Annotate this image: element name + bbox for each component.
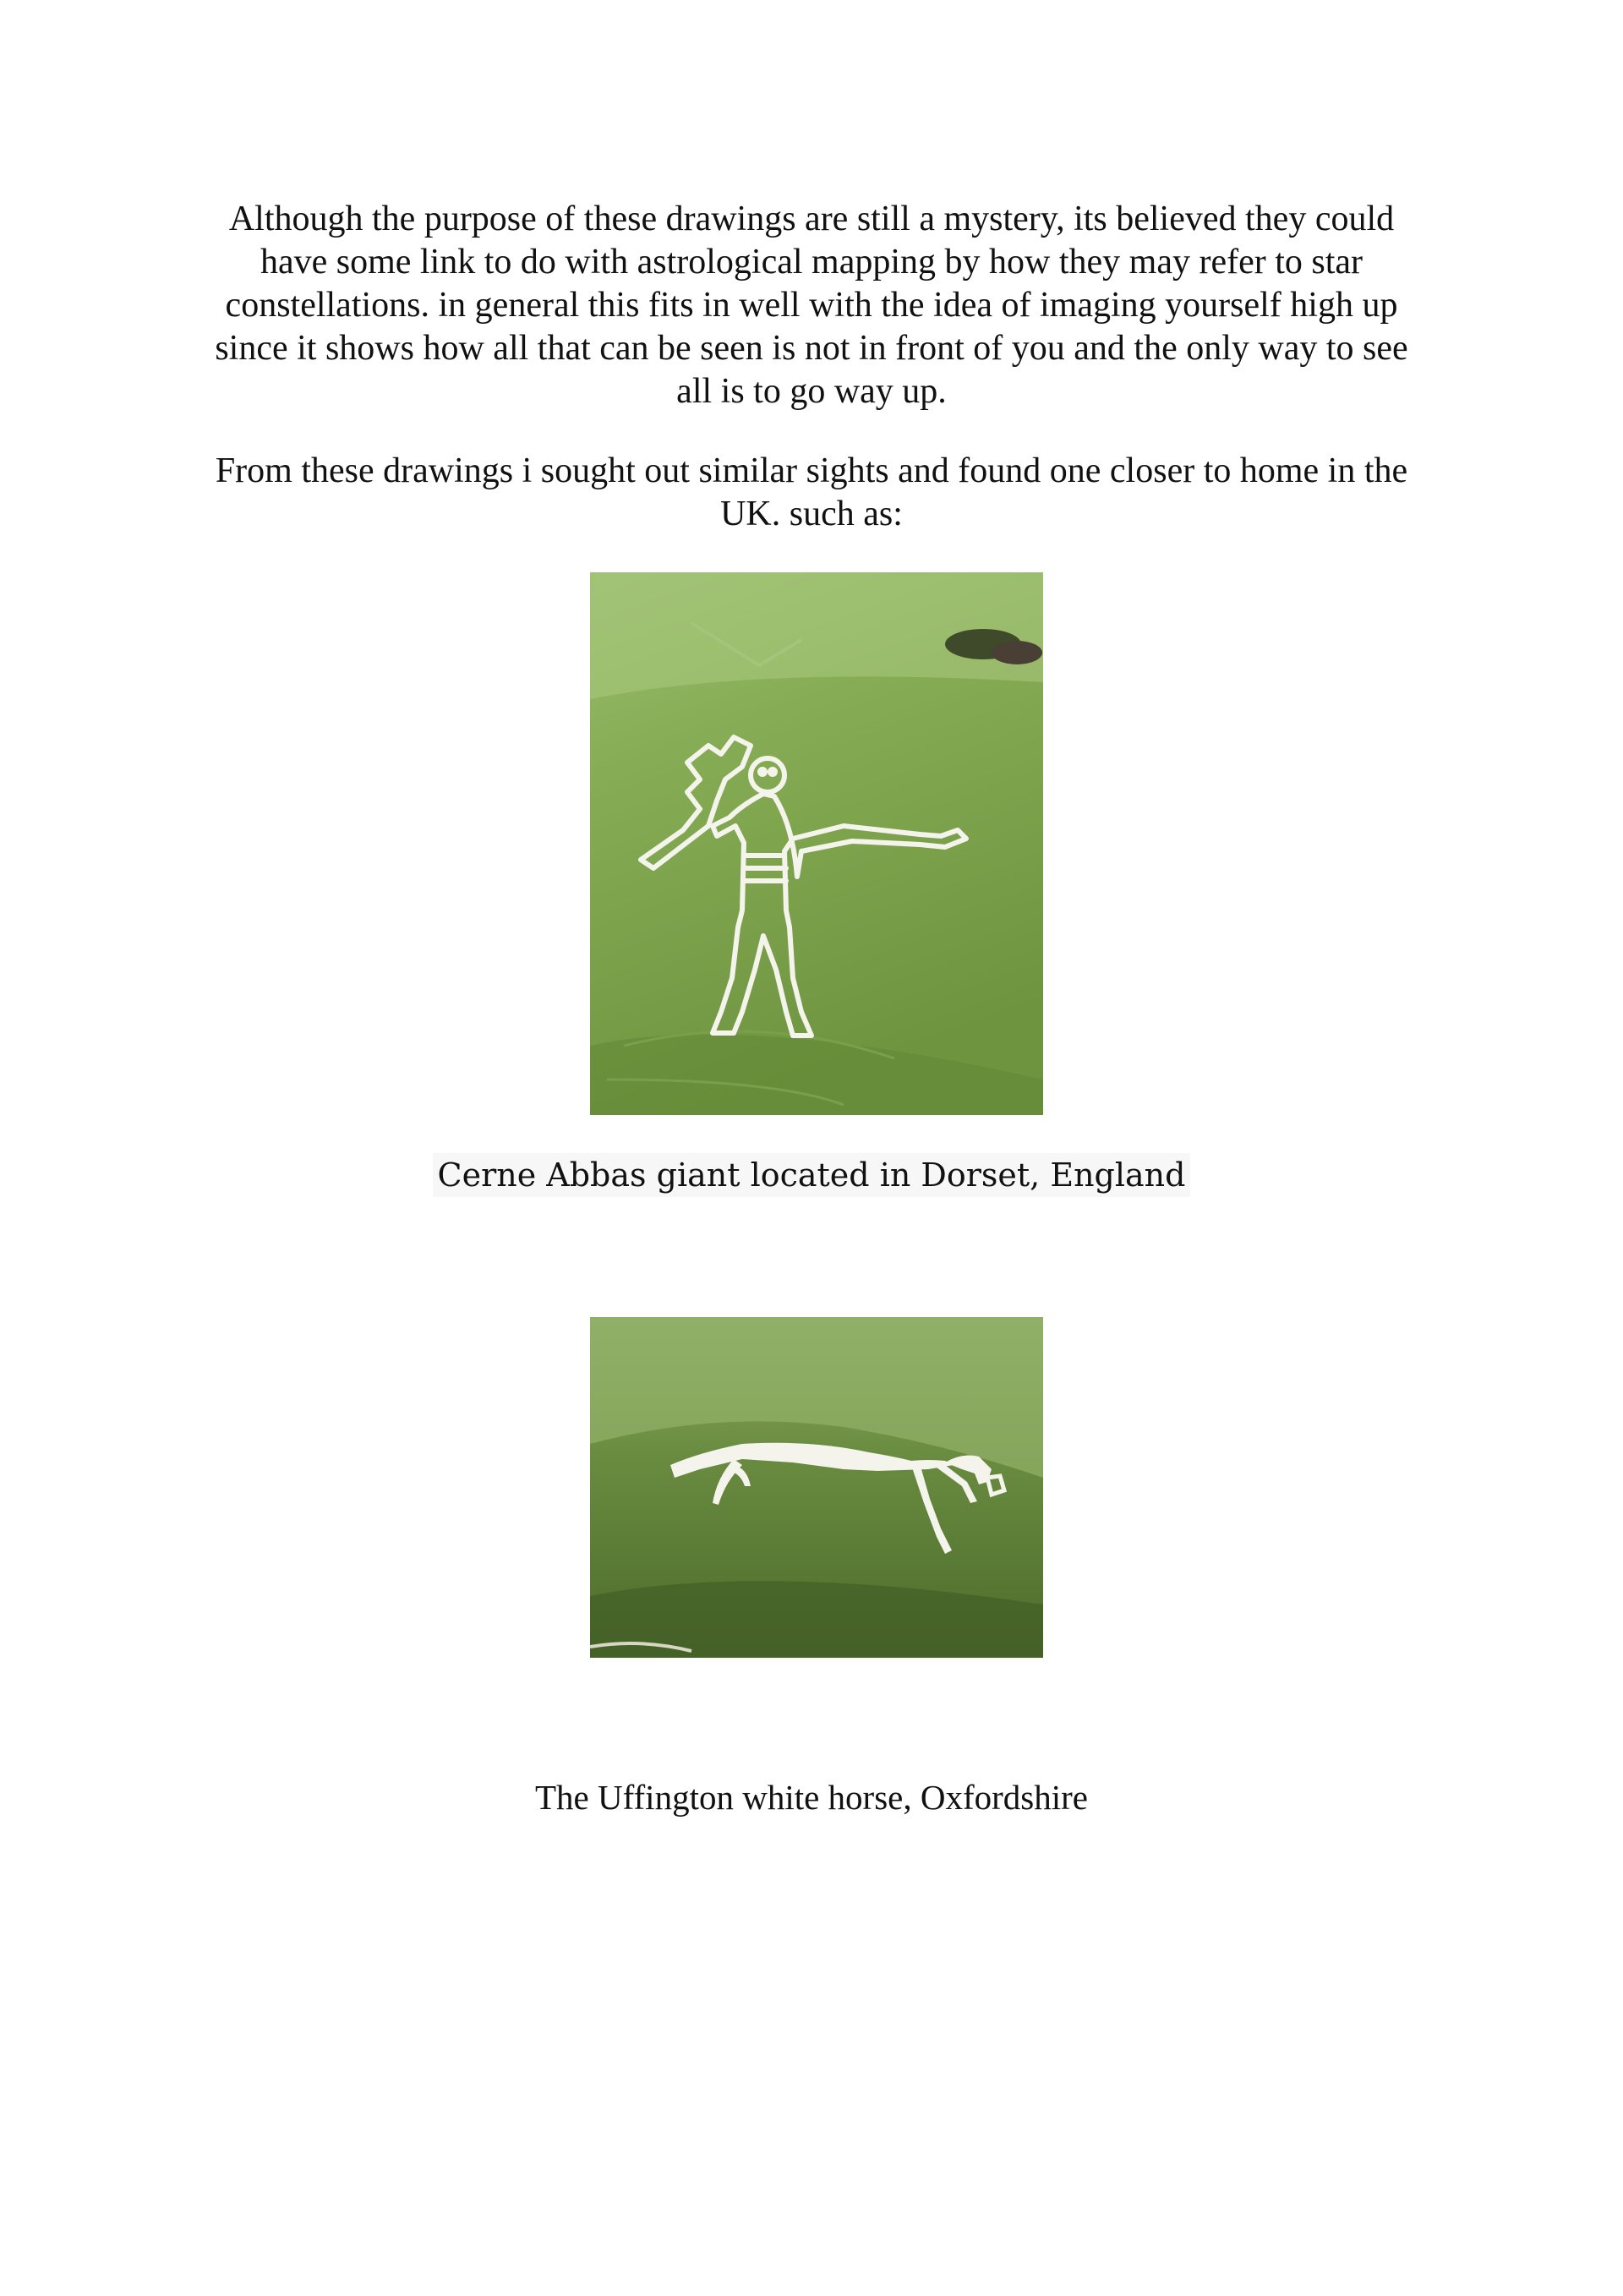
giant-caption-text: Cerne Abbas giant located in Dorset, England: [433, 1153, 1191, 1197]
giant-caption: [0, 1153, 1623, 1197]
uffington-white-horse-photo: [590, 1317, 1043, 1658]
intro-paragraph: Although the purpose of these drawings are still a mystery, its believed they could have some link to do with astrological mapping by how they may refer to star constellations. in general this fits in well with the idea of imaging yourself high up since it shows how all that can be seen is not in front of you and the only way to see all is to go way up.: [215, 200, 1408, 411]
horse-caption: The Uffington white horse, Oxfordshire: [535, 1778, 1088, 1817]
uk-paragraph: From these drawings i sought out similar sights and found one closer to home in the UK. such as:: [215, 451, 1408, 533]
cerne-abbas-giant-photo: [590, 572, 1043, 1115]
